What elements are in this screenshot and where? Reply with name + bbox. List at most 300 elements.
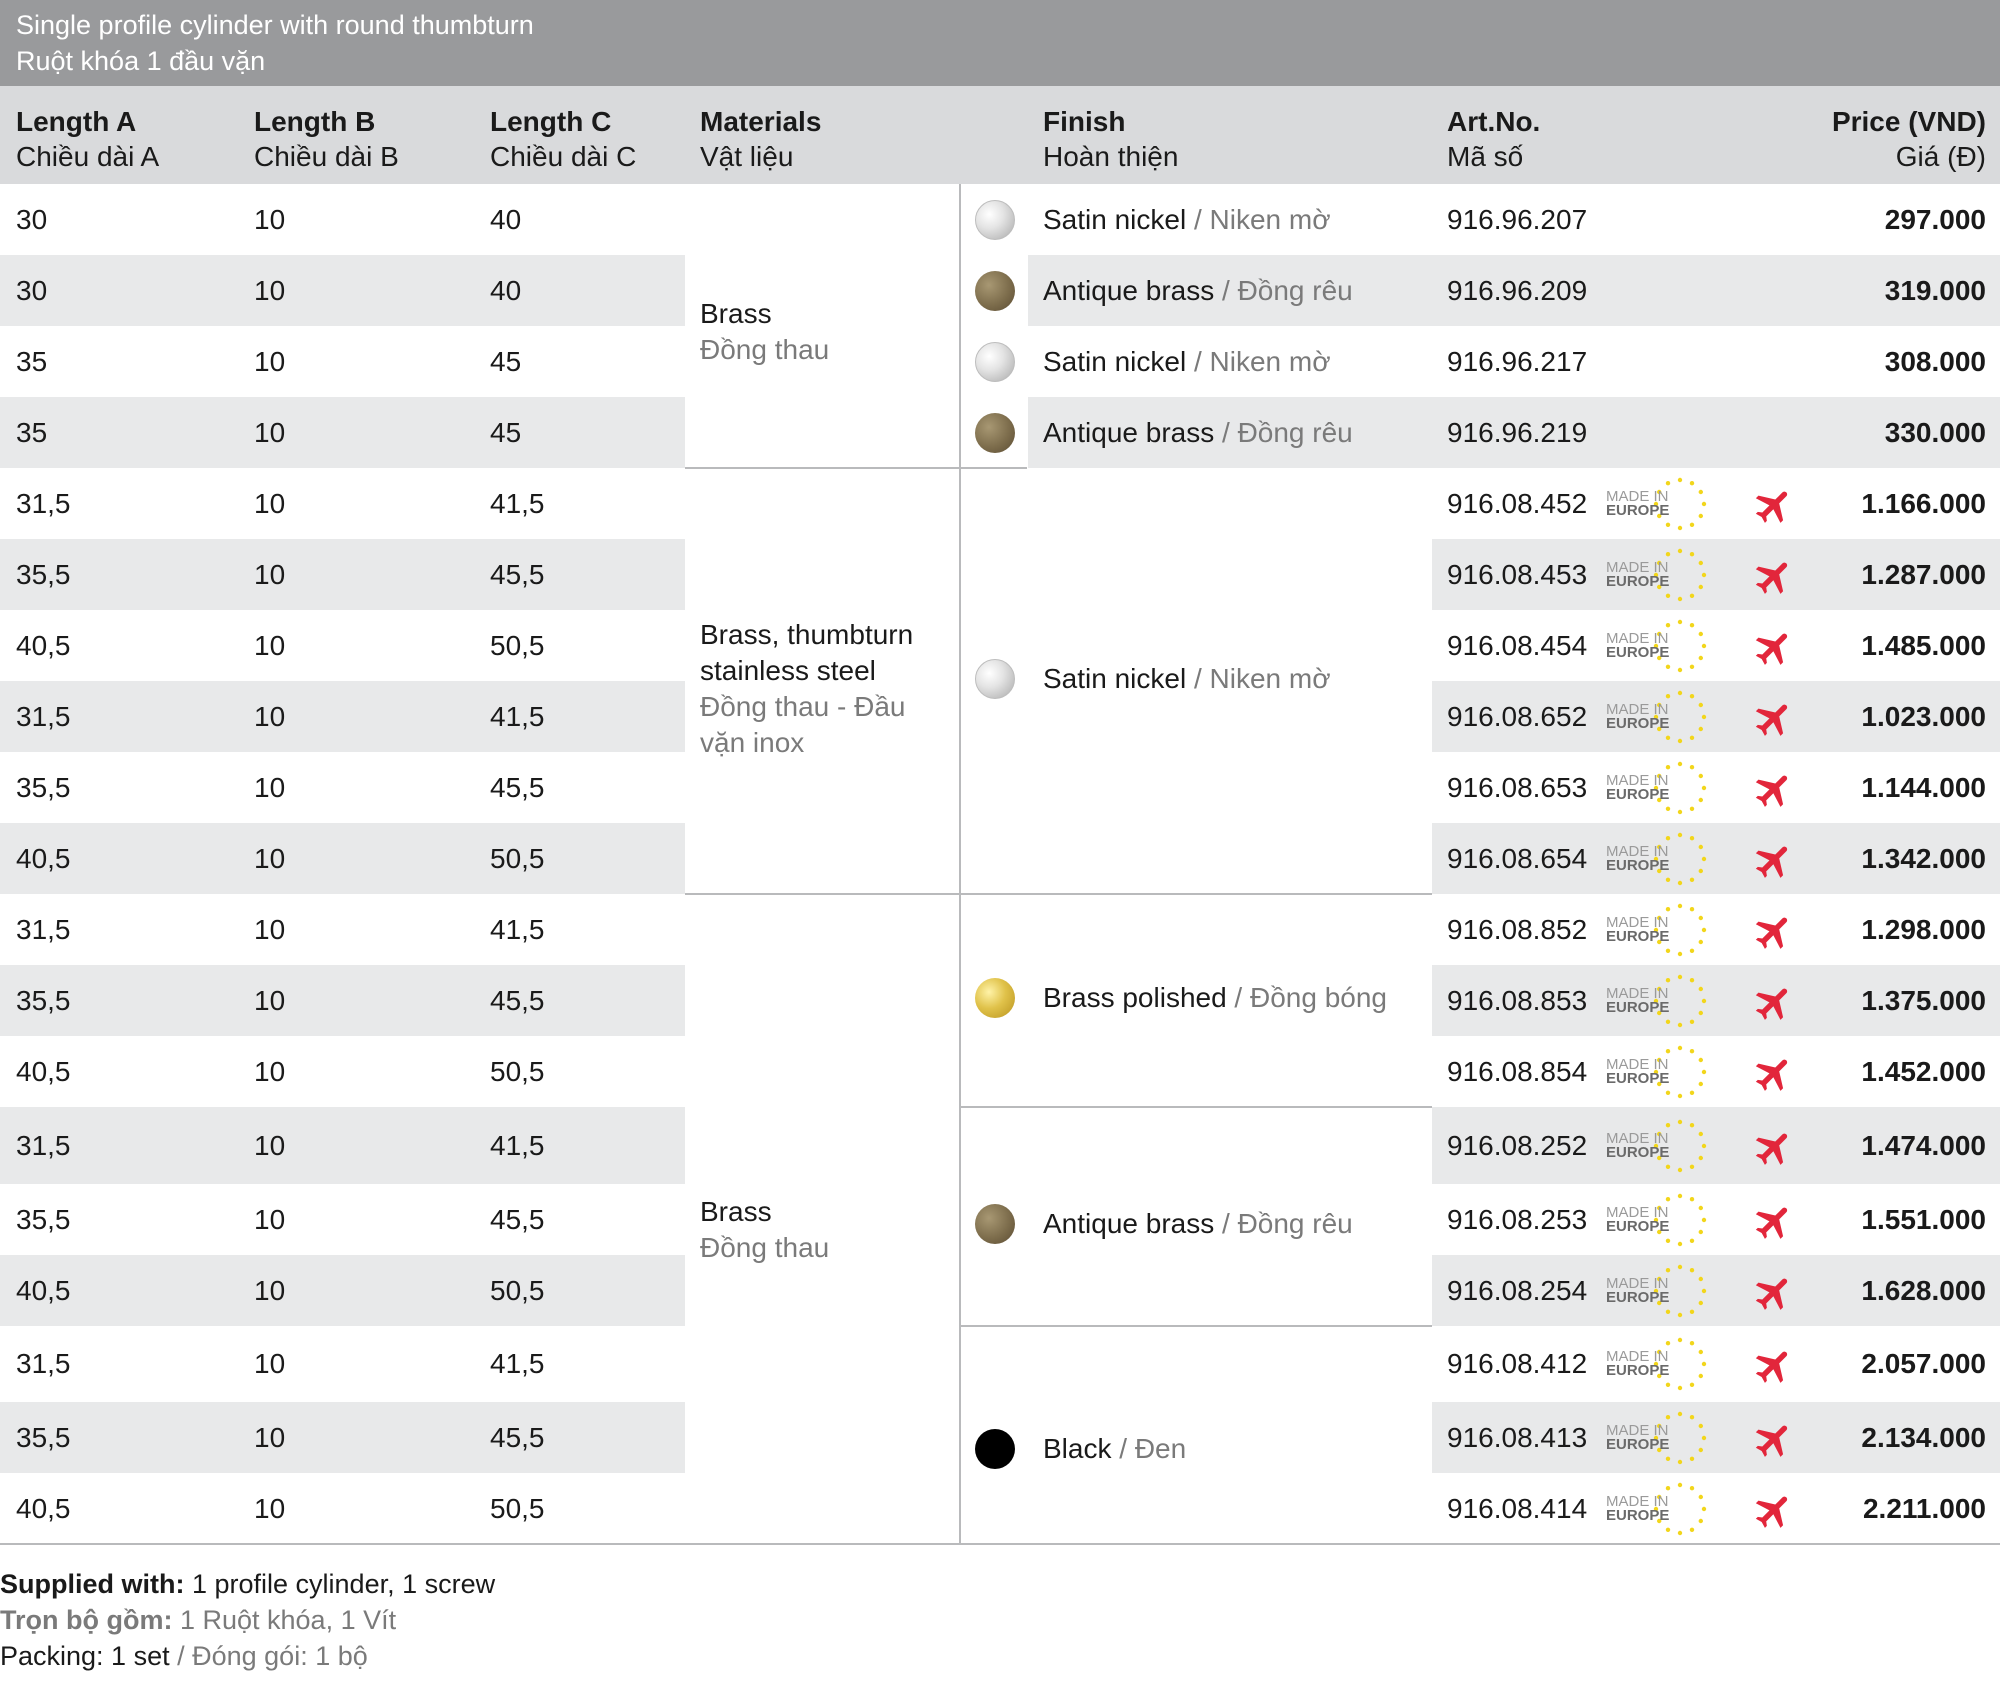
length-a-cell: 31,5	[16, 1130, 71, 1161]
art-no-cell: 916.96.217	[1447, 346, 1588, 377]
made-in-europe-badge	[1604, 1481, 1708, 1537]
europe-star-icon	[1678, 1313, 1682, 1317]
europe-star-icon	[1666, 836, 1670, 840]
art-no-cell: 916.08.654	[1447, 843, 1588, 874]
europe-star-icon	[1666, 807, 1670, 811]
horizontal-divider	[0, 1543, 2000, 1545]
made-in-europe-badge	[1604, 1410, 1708, 1466]
finish-separator: /	[1214, 275, 1238, 306]
europe-star-icon	[1666, 694, 1670, 698]
badge-europe-text: EUROPE	[1606, 1362, 1670, 1379]
finish-english: Satin nickel	[1043, 204, 1187, 235]
horizontal-divider	[960, 467, 1027, 469]
length-c-cell: 40	[490, 275, 522, 306]
europe-star-icon	[1678, 762, 1682, 766]
europe-star-icon	[1690, 665, 1694, 669]
badge-made-in-text: MADE IN	[1606, 701, 1669, 718]
length-b-cell: 10	[254, 275, 286, 306]
length-b-cell: 10	[254, 1056, 286, 1087]
art-no-cell: 916.08.854	[1447, 1056, 1588, 1087]
badge-europe-text: EUROPE	[1606, 1070, 1670, 1087]
europe-star-icon	[1702, 715, 1706, 719]
length-c-cell: 41,5	[490, 1130, 545, 1161]
europe-star-icon	[1699, 727, 1703, 731]
europe-star-icon	[1690, 1310, 1694, 1314]
horizontal-divider	[960, 893, 1432, 895]
europe-star-icon	[1678, 691, 1682, 695]
europe-star-icon	[1666, 1268, 1670, 1272]
horizontal-divider	[685, 893, 960, 895]
material-english: Brass	[700, 298, 772, 329]
material-vietnamese: Đồng thau	[700, 1232, 830, 1263]
finish-separator: /	[1186, 663, 1210, 694]
length-a-cell: 31,5	[16, 488, 71, 519]
europe-star-icon	[1690, 1528, 1694, 1532]
art-no-cell: 916.08.853	[1447, 985, 1588, 1016]
europe-star-icon	[1702, 999, 1706, 1003]
finish-vietnamese: Đồng bóng	[1250, 982, 1388, 1013]
europe-star-icon	[1690, 1341, 1694, 1345]
finish-label	[1043, 982, 1387, 1014]
finish-separator: /	[1214, 1208, 1238, 1239]
badge-europe-text: EUROPE	[1606, 1507, 1670, 1524]
europe-star-icon	[1678, 833, 1682, 837]
length-b-cell: 10	[254, 559, 286, 590]
header-length-b: Length B Chiều dài B	[254, 106, 399, 172]
finish-english: Antique brass	[1043, 275, 1215, 306]
europe-star-icon	[1666, 1091, 1670, 1095]
made-in-europe-badge	[1604, 618, 1708, 674]
europe-star-icon	[1699, 869, 1703, 873]
finish-swatch-icon	[975, 413, 1015, 453]
price-cell: 308.000	[1884, 346, 1986, 377]
header-length-a: Length A Chiều dài A	[16, 106, 160, 172]
air-freight-icon	[1752, 768, 1796, 812]
art-no-cell: 916.96.219	[1447, 417, 1588, 448]
length-a-cell: 35,5	[16, 985, 71, 1016]
badge-made-in-text: MADE IN	[1606, 1056, 1669, 1073]
europe-star-icon	[1666, 736, 1670, 740]
finish-english: Satin nickel	[1043, 346, 1187, 377]
horizontal-divider	[685, 467, 960, 469]
material-vietnamese: Đồng thau	[700, 334, 830, 365]
air-freight-icon	[1752, 1271, 1796, 1315]
length-a-cell: 40,5	[16, 630, 71, 661]
europe-star-icon	[1678, 1194, 1682, 1198]
europe-star-icon	[1702, 502, 1706, 506]
horizontal-divider	[960, 1325, 1432, 1327]
art-no-cell: 916.08.653	[1447, 772, 1588, 803]
header-length-c: Length C Chiều dài C	[490, 106, 637, 172]
europe-star-icon	[1699, 1374, 1703, 1378]
europe-star-icon	[1702, 786, 1706, 790]
art-no-cell: 916.08.254	[1447, 1275, 1588, 1306]
europe-star-icon	[1690, 878, 1694, 882]
air-freight-icon	[1752, 1344, 1796, 1388]
europe-star-icon	[1678, 526, 1682, 530]
badge-made-in-text: MADE IN	[1606, 1204, 1669, 1221]
europe-star-icon	[1690, 481, 1694, 485]
finish-label	[1043, 346, 1331, 378]
table-row	[0, 823, 2000, 894]
europe-star-icon	[1690, 1165, 1694, 1169]
europe-star-icon	[1702, 1070, 1706, 1074]
europe-star-icon	[1666, 978, 1670, 982]
material-cell	[700, 617, 930, 761]
air-freight-icon	[1752, 1200, 1796, 1244]
europe-star-icon	[1666, 878, 1670, 882]
finish-label	[1043, 417, 1353, 449]
finish-swatch-icon	[975, 659, 1015, 699]
horizontal-divider	[960, 1106, 1432, 1108]
length-a-cell: 40,5	[16, 1493, 71, 1524]
made-in-europe-badge	[1604, 1192, 1708, 1248]
europe-star-icon	[1666, 665, 1670, 669]
made-in-europe-badge	[1604, 760, 1708, 816]
europe-star-icon	[1690, 949, 1694, 953]
europe-star-icon	[1690, 1020, 1694, 1024]
header-finish: Finish Hoàn thiện	[1043, 106, 1179, 172]
art-no-cell: 916.08.652	[1447, 701, 1588, 732]
price-cell: 1.474.000	[1861, 1130, 1986, 1161]
length-a-cell: 40,5	[16, 1056, 71, 1087]
table-row	[0, 539, 2000, 610]
length-a-cell: 35	[16, 346, 48, 377]
europe-star-icon	[1699, 1350, 1703, 1354]
art-no-cell: 916.08.414	[1447, 1493, 1588, 1524]
length-a-cell: 31,5	[16, 914, 71, 945]
europe-star-icon	[1666, 1197, 1670, 1201]
made-in-europe-badge	[1604, 973, 1708, 1029]
finish-label	[1043, 663, 1331, 695]
header-materials: Materials Vật liệu	[700, 106, 822, 172]
length-b-cell: 10	[254, 843, 286, 874]
price-cell: 1.287.000	[1861, 559, 1986, 590]
air-freight-icon	[1752, 910, 1796, 954]
europe-star-icon	[1666, 1528, 1670, 1532]
europe-star-icon	[1702, 573, 1706, 577]
europe-star-icon	[1666, 594, 1670, 598]
length-c-cell: 41,5	[490, 1348, 545, 1379]
europe-star-icon	[1699, 1011, 1703, 1015]
length-c-cell: 41,5	[490, 701, 545, 732]
table-row	[0, 1255, 2000, 1326]
europe-star-icon	[1690, 1123, 1694, 1127]
art-no-cell: 916.96.207	[1447, 204, 1588, 235]
europe-star-icon	[1666, 1457, 1670, 1461]
material-english: Brass	[700, 1196, 772, 1227]
air-freight-icon	[1752, 697, 1796, 741]
finish-vietnamese: Đồng rêu	[1237, 417, 1353, 448]
length-c-cell: 50,5	[490, 1493, 545, 1524]
europe-star-icon	[1678, 810, 1682, 814]
europe-star-icon	[1699, 585, 1703, 589]
finish-vietnamese: Niken mờ	[1209, 663, 1331, 694]
table-header	[0, 86, 2000, 184]
finish-english: Antique brass	[1043, 417, 1215, 448]
length-a-cell: 35,5	[16, 559, 71, 590]
art-no-cell: 916.08.454	[1447, 630, 1588, 661]
length-a-cell: 35,5	[16, 1422, 71, 1453]
finish-vietnamese: Niken mờ	[1209, 204, 1331, 235]
length-c-cell: 45	[490, 417, 522, 448]
length-c-cell: 50,5	[490, 1056, 545, 1087]
length-b-cell: 10	[254, 1422, 286, 1453]
europe-star-icon	[1678, 668, 1682, 672]
price-cell: 1.551.000	[1861, 1204, 1986, 1235]
made-in-europe-badge	[1604, 831, 1708, 887]
art-no-cell: 916.08.252	[1447, 1130, 1588, 1161]
finish-separator: /	[1186, 204, 1210, 235]
badge-europe-text: EUROPE	[1606, 1218, 1670, 1235]
europe-star-icon	[1690, 523, 1694, 527]
air-freight-icon	[1752, 1126, 1796, 1170]
length-b-cell: 10	[254, 488, 286, 519]
europe-star-icon	[1678, 1242, 1682, 1246]
europe-star-icon	[1702, 857, 1706, 861]
badge-europe-text: EUROPE	[1606, 1289, 1670, 1306]
price-cell: 1.342.000	[1861, 843, 1986, 874]
europe-star-icon	[1678, 739, 1682, 743]
europe-star-icon	[1699, 1132, 1703, 1136]
length-c-cell: 41,5	[490, 914, 545, 945]
title-vietnamese: Ruột khóa 1 đầu vặn	[16, 46, 266, 76]
europe-star-icon	[1678, 1483, 1682, 1487]
europe-star-icon	[1699, 1230, 1703, 1234]
badge-europe-text: EUROPE	[1606, 857, 1670, 874]
europe-star-icon	[1699, 940, 1703, 944]
length-c-cell: 45,5	[490, 1204, 545, 1235]
length-b-cell: 10	[254, 204, 286, 235]
finish-swatch-icon	[975, 271, 1015, 311]
europe-star-icon	[1699, 845, 1703, 849]
length-b-cell: 10	[254, 417, 286, 448]
art-no-cell: 916.08.412	[1447, 1348, 1588, 1379]
title-banner	[0, 0, 2000, 86]
art-no-cell: 916.08.253	[1447, 1204, 1588, 1235]
table-row	[0, 468, 2000, 539]
length-c-cell: 45	[490, 346, 522, 377]
europe-star-icon	[1699, 1424, 1703, 1428]
tron-bo-gom-line: Trọn bộ gồm: 1 Ruột khóa, 1 Vít	[0, 1605, 397, 1635]
length-a-cell: 31,5	[16, 701, 71, 732]
price-cell: 297.000	[1884, 204, 1986, 235]
europe-star-icon	[1678, 478, 1682, 482]
europe-star-icon	[1678, 620, 1682, 624]
length-c-cell: 50,5	[490, 1275, 545, 1306]
air-freight-icon	[1752, 1052, 1796, 1096]
finish-english: Brass polished	[1043, 982, 1227, 1013]
price-table	[0, 184, 2000, 1558]
europe-star-icon	[1699, 561, 1703, 565]
material-cell	[700, 1194, 930, 1266]
finish-swatch-icon	[975, 342, 1015, 382]
europe-star-icon	[1699, 490, 1703, 494]
made-in-europe-badge	[1604, 547, 1708, 603]
europe-star-icon	[1699, 1082, 1703, 1086]
art-no-cell: 916.08.453	[1447, 559, 1588, 590]
price-cell: 2.057.000	[1861, 1348, 1986, 1379]
europe-star-icon	[1666, 949, 1670, 953]
length-b-cell: 10	[254, 701, 286, 732]
europe-star-icon	[1690, 594, 1694, 598]
material-vietnamese: Đồng thau - Đầu vặn inox	[700, 691, 906, 758]
europe-star-icon	[1699, 1058, 1703, 1062]
air-freight-icon	[1752, 555, 1796, 599]
europe-star-icon	[1702, 928, 1706, 932]
length-b-cell: 10	[254, 1493, 286, 1524]
air-freight-icon	[1752, 839, 1796, 883]
europe-star-icon	[1702, 1144, 1706, 1148]
europe-star-icon	[1699, 1519, 1703, 1523]
europe-star-icon	[1690, 1239, 1694, 1243]
length-b-cell: 10	[254, 985, 286, 1016]
vertical-divider	[959, 184, 961, 1544]
europe-star-icon	[1666, 552, 1670, 556]
europe-star-icon	[1666, 1020, 1670, 1024]
finish-english: Antique brass	[1043, 1208, 1215, 1239]
table-row	[0, 752, 2000, 823]
price-cell: 1.023.000	[1861, 701, 1986, 732]
air-freight-icon	[1752, 626, 1796, 670]
length-b-cell: 10	[254, 1130, 286, 1161]
finish-english: Satin nickel	[1043, 663, 1187, 694]
badge-europe-text: EUROPE	[1606, 1144, 1670, 1161]
finish-separator: /	[1111, 1433, 1135, 1464]
supplied-with-line: Supplied with: 1 profile cylinder, 1 screw	[0, 1569, 496, 1599]
material-english: Brass, thumbturn stainless steel	[700, 619, 914, 686]
europe-star-icon	[1699, 1495, 1703, 1499]
length-a-cell: 31,5	[16, 1348, 71, 1379]
finish-separator: /	[1214, 417, 1238, 448]
price-cell: 1.375.000	[1861, 985, 1986, 1016]
made-in-europe-badge	[1604, 689, 1708, 745]
air-freight-icon	[1752, 981, 1796, 1025]
length-a-cell: 35,5	[16, 772, 71, 803]
badge-made-in-text: MADE IN	[1606, 1348, 1669, 1365]
europe-star-icon	[1678, 975, 1682, 979]
badge-made-in-text: MADE IN	[1606, 772, 1669, 789]
badge-europe-text: EUROPE	[1606, 715, 1670, 732]
europe-star-icon	[1690, 552, 1694, 556]
badge-europe-text: EUROPE	[1606, 644, 1670, 661]
finish-label	[1043, 1433, 1186, 1465]
material-cell	[700, 296, 930, 368]
europe-star-icon	[1666, 1049, 1670, 1053]
length-c-cell: 45,5	[490, 1422, 545, 1453]
length-b-cell: 10	[254, 914, 286, 945]
badge-made-in-text: MADE IN	[1606, 1275, 1669, 1292]
europe-star-icon	[1702, 1362, 1706, 1366]
made-in-europe-badge	[1604, 1118, 1708, 1174]
length-b-cell: 10	[254, 1348, 286, 1379]
finish-swatch-icon	[975, 1204, 1015, 1244]
length-b-cell: 10	[254, 1204, 286, 1235]
europe-star-icon	[1666, 1383, 1670, 1387]
europe-star-icon	[1699, 916, 1703, 920]
made-in-europe-badge	[1604, 476, 1708, 532]
price-cell: 330.000	[1884, 417, 1986, 448]
header-art-no: Art.No. Mã số	[1447, 106, 1541, 172]
finish-vietnamese: Đen	[1134, 1433, 1187, 1464]
price-cell: 1.485.000	[1861, 630, 1986, 661]
europe-star-icon	[1690, 807, 1694, 811]
length-c-cell: 45,5	[490, 559, 545, 590]
length-c-cell: 45,5	[490, 985, 545, 1016]
europe-star-icon	[1690, 907, 1694, 911]
europe-star-icon	[1690, 694, 1694, 698]
table-row	[0, 1107, 2000, 1184]
europe-star-icon	[1678, 1168, 1682, 1172]
europe-star-icon	[1699, 1277, 1703, 1281]
europe-star-icon	[1666, 907, 1670, 911]
badge-made-in-text: MADE IN	[1606, 1422, 1669, 1439]
price-cell: 2.134.000	[1861, 1422, 1986, 1453]
made-in-europe-badge	[1604, 1336, 1708, 1392]
europe-star-icon	[1690, 623, 1694, 627]
badge-europe-text: EUROPE	[1606, 999, 1670, 1016]
europe-star-icon	[1678, 597, 1682, 601]
europe-star-icon	[1678, 1120, 1682, 1124]
europe-star-icon	[1690, 1197, 1694, 1201]
badge-made-in-text: MADE IN	[1606, 843, 1669, 860]
art-no-cell: 916.08.852	[1447, 914, 1588, 945]
badge-europe-text: EUROPE	[1606, 1436, 1670, 1453]
length-a-cell: 30	[16, 204, 48, 235]
finish-label	[1043, 275, 1353, 307]
badge-made-in-text: MADE IN	[1606, 488, 1669, 505]
europe-star-icon	[1678, 1412, 1682, 1416]
length-a-cell: 35	[16, 417, 48, 448]
length-c-cell: 40	[490, 204, 522, 235]
length-b-cell: 10	[254, 1275, 286, 1306]
europe-star-icon	[1678, 549, 1682, 553]
art-no-cell: 916.96.209	[1447, 275, 1588, 306]
finish-label	[1043, 1208, 1353, 1240]
europe-star-icon	[1702, 1507, 1706, 1511]
header-price: Price (VND) Giá (Đ)	[1831, 106, 1986, 172]
footer-notes	[0, 1566, 495, 1674]
europe-star-icon	[1666, 1123, 1670, 1127]
europe-star-icon	[1690, 1486, 1694, 1490]
badge-made-in-text: MADE IN	[1606, 914, 1669, 931]
europe-star-icon	[1699, 514, 1703, 518]
europe-star-icon	[1702, 1289, 1706, 1293]
finish-vietnamese: Đồng rêu	[1237, 275, 1353, 306]
europe-star-icon	[1699, 1301, 1703, 1305]
length-b-cell: 10	[254, 346, 286, 377]
badge-made-in-text: MADE IN	[1606, 559, 1669, 576]
finish-separator: /	[1226, 982, 1250, 1013]
europe-star-icon	[1702, 644, 1706, 648]
badge-europe-text: EUROPE	[1606, 502, 1670, 519]
europe-star-icon	[1666, 1486, 1670, 1490]
europe-star-icon	[1678, 1265, 1682, 1269]
europe-star-icon	[1666, 1415, 1670, 1419]
europe-star-icon	[1690, 1383, 1694, 1387]
air-freight-icon	[1752, 1489, 1796, 1533]
europe-star-icon	[1678, 1094, 1682, 1098]
europe-star-icon	[1666, 1310, 1670, 1314]
length-c-cell: 45,5	[490, 772, 545, 803]
made-in-europe-badge	[1604, 1263, 1708, 1319]
europe-star-icon	[1699, 656, 1703, 660]
table-row	[0, 894, 2000, 965]
price-cell: 1.144.000	[1861, 772, 1986, 803]
finish-vietnamese: Đồng rêu	[1237, 1208, 1353, 1239]
length-b-cell: 10	[254, 630, 286, 661]
table-row	[0, 1473, 2000, 1544]
